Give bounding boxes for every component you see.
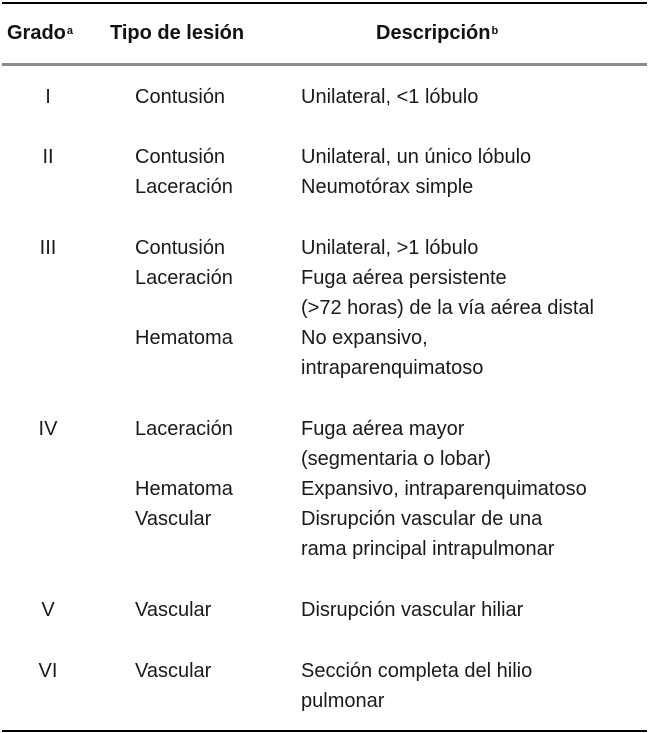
type-cell: Contusión <box>135 86 226 108</box>
grade-cell: I <box>45 86 51 108</box>
header-type <box>110 21 244 45</box>
type-cell: Contusión <box>135 146 226 168</box>
grade-cell: III <box>39 237 57 259</box>
description-cell-continued: pulmonar <box>301 690 385 712</box>
type-cell: Hematoma <box>135 478 233 500</box>
description-cell: Unilateral, <1 lóbulo <box>301 86 479 108</box>
type-cell: Contusión <box>135 237 226 259</box>
description-cell: Disrupción vascular hiliar <box>301 599 524 621</box>
description-cell-continued: (segmentaria o lobar) <box>301 448 492 470</box>
description-cell: Fuga aérea persistente <box>301 267 507 289</box>
footnote-marker-a: a <box>66 25 74 37</box>
header-description <box>376 21 498 45</box>
type-cell: Vascular <box>135 660 212 682</box>
grade-cell: IV <box>38 418 58 440</box>
description-cell: Unilateral, un único lóbulo <box>301 146 532 168</box>
header-type-label: Tipo de lesión <box>110 22 245 44</box>
type-cell: Vascular <box>135 599 212 621</box>
description-cell: No expansivo, <box>301 327 428 349</box>
type-cell: Laceración <box>135 267 233 289</box>
header-rule <box>2 63 647 66</box>
top-rule <box>2 2 647 4</box>
description-cell-continued: (>72 horas) de la vía aérea distal <box>301 297 594 319</box>
type-cell: Hematoma <box>135 327 233 349</box>
type-cell: Laceración <box>135 176 233 198</box>
type-cell: Laceración <box>135 418 233 440</box>
bottom-rule <box>2 730 647 732</box>
grade-cell: VI <box>38 660 58 682</box>
description-cell: Disrupción vascular de una <box>301 508 543 530</box>
description-cell: Neumotórax simple <box>301 176 474 198</box>
description-cell: Sección completa del hilio <box>301 660 533 682</box>
description-cell: Unilateral, >1 lóbulo <box>301 237 479 259</box>
grade-cell: V <box>41 599 55 621</box>
footnote-marker-b: b <box>491 25 499 37</box>
header-grade-label: Grado <box>7 22 66 44</box>
description-cell-continued: intraparenquimatoso <box>301 357 484 379</box>
type-cell: Vascular <box>135 508 212 530</box>
description-cell-continued: rama principal intrapulmonar <box>301 538 555 560</box>
description-cell: Fuga aérea mayor <box>301 418 465 440</box>
header-grade <box>7 21 73 45</box>
header-description-label: Descripción <box>376 22 491 44</box>
description-cell: Expansivo, intraparenquimatoso <box>301 478 587 500</box>
grade-cell: II <box>42 146 54 168</box>
